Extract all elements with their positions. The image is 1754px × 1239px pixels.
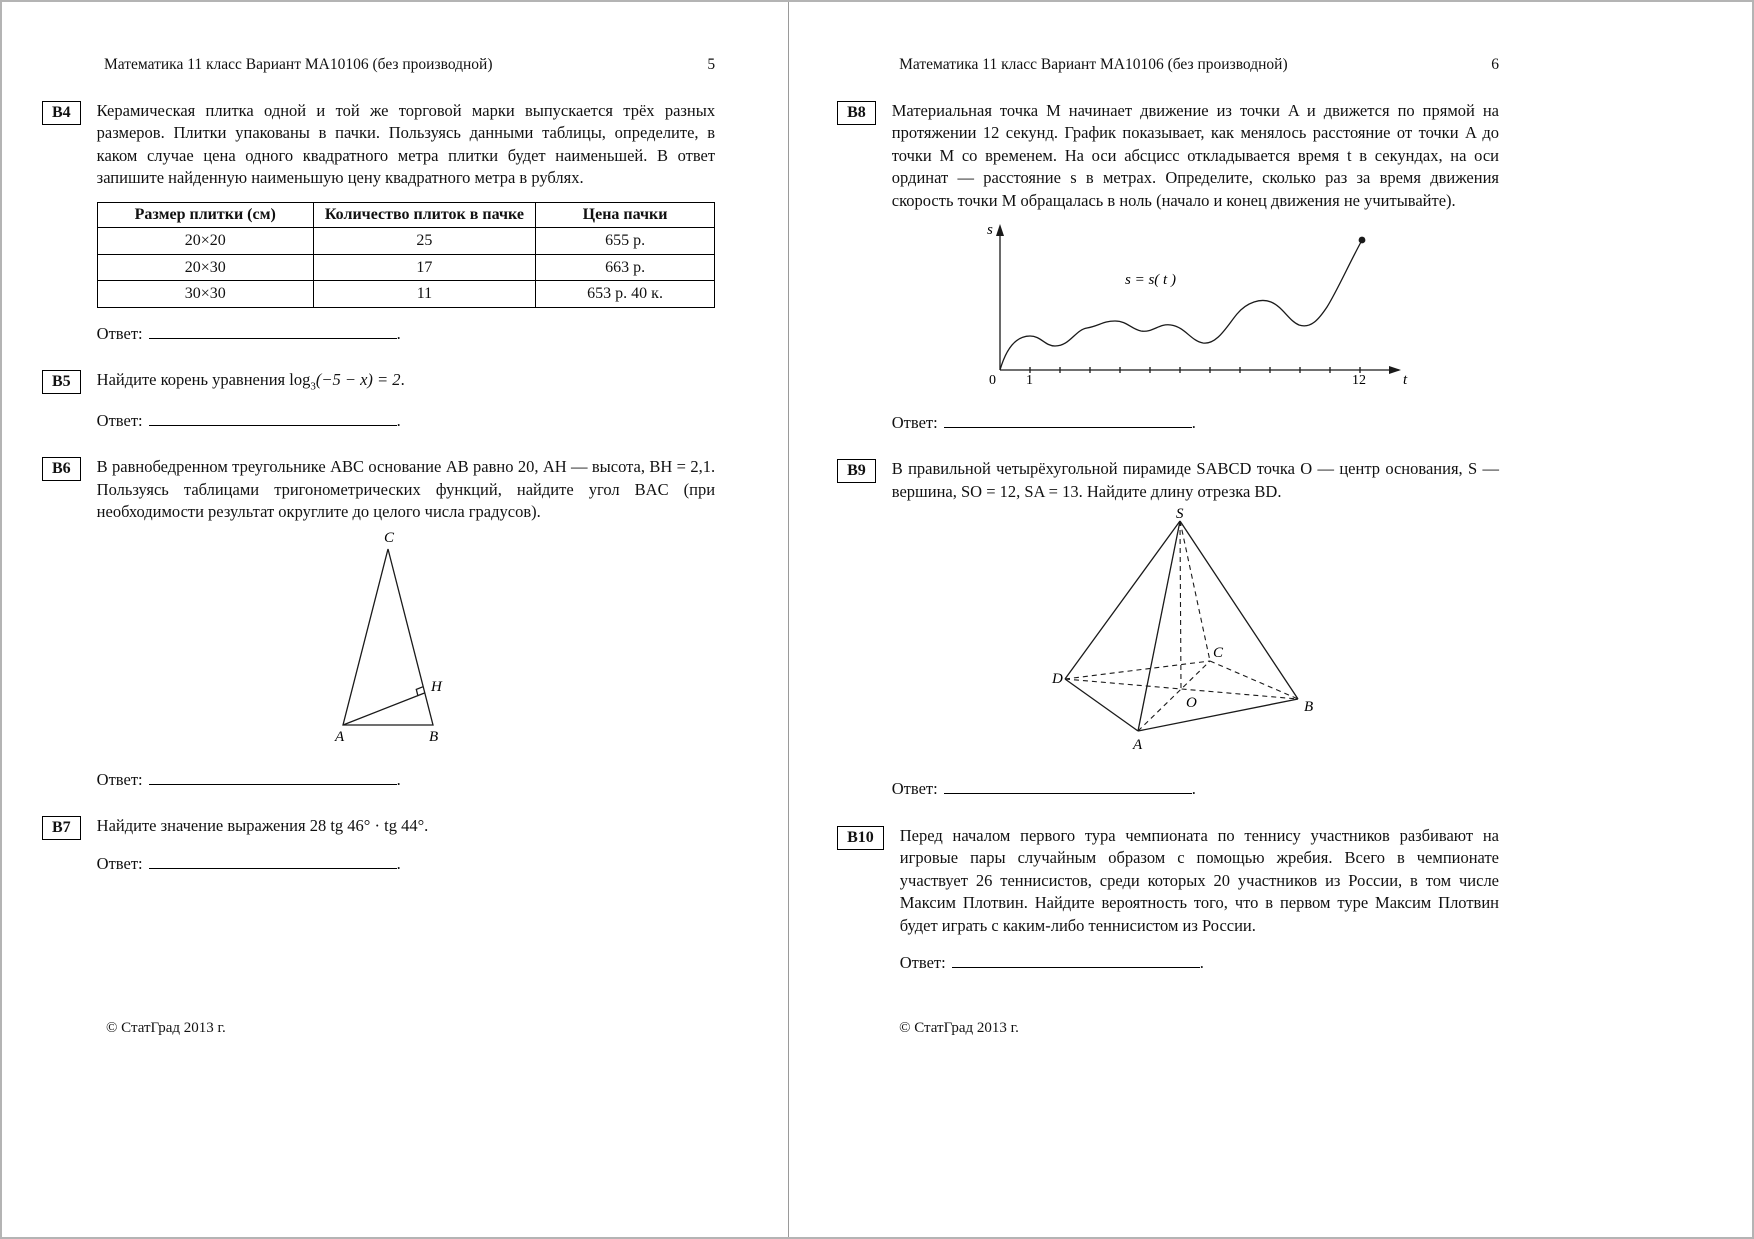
problem-label-b8: В8 (837, 101, 876, 125)
vertex-label-c: C (1213, 644, 1224, 661)
problem-label-b10: В10 (837, 826, 884, 850)
problem-text-b8: Материальная точка M начинает движение из точки A и движется по прямой на протяжении 12 секунд. График показывает, как менялось расстояние от точки A до точки M со временем. На оси абсцисс откладывается время t в секундах, на оси ординат — расстояние s в метрах. Определите, сколько раз за время движения скорость точки M обращалась в ноль (начало и конец движения не учитывайте). (891, 101, 1499, 210)
vertex-label-a: A (334, 729, 345, 746)
answer-label: Ответ: (891, 779, 938, 799)
page-left (2, 2, 788, 1237)
answer-label: Ответ: (899, 953, 946, 972)
answer-label: Ответ: (891, 412, 938, 432)
answer-line-b9: Ответ: . (891, 779, 1196, 799)
answer-blank (944, 412, 1192, 428)
page-number: 5 (707, 56, 716, 73)
cell-price: 655 р. (536, 227, 715, 254)
vertex-label-c: C (383, 530, 394, 547)
problem-label-b5: В5 (42, 370, 81, 394)
cell-count: 25 (313, 227, 535, 254)
center-label-o: O (1186, 694, 1198, 711)
problem-text-b7: Найдите значение выражения 28 tg 46° · tg 44°. (96, 816, 429, 836)
tick-label-12: 12 (1352, 373, 1367, 389)
triangle-figure (331, 529, 481, 747)
cell-size: 20×20 (97, 227, 313, 254)
vertex-label-b: B (1304, 698, 1314, 715)
vertex-label-d: D (1052, 670, 1064, 687)
b4-table (97, 202, 715, 308)
tick-label-1: 1 (1026, 373, 1034, 389)
table-row (97, 227, 714, 254)
answer-label: Ответ: (96, 324, 143, 343)
origin-label: 0 (989, 373, 997, 389)
table-header-size: Размер плитки (см) (97, 202, 313, 227)
axis-label-s: s (987, 222, 994, 239)
problem-b5 (42, 369, 715, 432)
vertex-label-s: S (1176, 505, 1184, 522)
table-header-price: Цена пачки (536, 202, 715, 227)
table-row (97, 281, 714, 308)
problem-b8 (837, 100, 1499, 434)
answer-blank (149, 769, 397, 785)
answer-blank (149, 323, 397, 339)
problem-label-b4: В4 (42, 101, 81, 125)
cell-count: 17 (313, 254, 535, 281)
answer-blank (149, 853, 397, 869)
answer-line-b10: Ответ: . (899, 953, 1204, 972)
math-expression: $\log_3(-5 - x) = 2$ (289, 370, 401, 393)
problem-b4 (42, 100, 715, 345)
answer-label: Ответ: (96, 410, 143, 430)
problem-text-b9: В правильной четырёхугольной пирамиде SABCD точка O — центр основания, S — вершина, SO = 12, SA = 13. Найдите длину отрезка BD. (891, 459, 1499, 501)
vertex-label-b: B (428, 729, 439, 746)
problem-text-b5: Найдите корень уравнения $\log_3(-5 - x) = 2$. (96, 370, 405, 393)
answer-blank (944, 779, 1192, 795)
pyramid-figure (1050, 505, 1340, 757)
page-header (104, 56, 715, 74)
cell-price: 663 р. (536, 254, 715, 281)
curve-label: s = s( t ) (1125, 272, 1177, 289)
table-row (97, 254, 714, 281)
answer-blank (149, 410, 397, 426)
cell-size: 20×30 (97, 254, 313, 281)
problem-b9 (837, 458, 1499, 801)
problem-b6 (42, 456, 715, 791)
cell-size: 30×30 (97, 281, 313, 308)
answer-line-b4: Ответ: . (96, 324, 401, 343)
answer-line-b6: Ответ: . (96, 769, 401, 789)
header-title: Математика 11 класс Вариант МА10106 (без производной) (899, 56, 1288, 73)
copyright-footer: © СтатГрад 2013 г. (106, 1020, 226, 1036)
page-number: 6 (1491, 56, 1499, 73)
motion-graph-figure (975, 218, 1415, 390)
problem-label-b9: В9 (837, 459, 876, 483)
cell-price: 653 р. 40 к. (536, 281, 715, 308)
answer-line-b7: Ответ: . (96, 853, 401, 873)
cell-count: 11 (313, 281, 535, 308)
answer-label: Ответ: (96, 769, 143, 789)
answer-label: Ответ: (96, 853, 143, 873)
problem-label-b7: В7 (42, 816, 81, 840)
vertex-label-a: A (1133, 736, 1143, 753)
problem-b10 (837, 825, 1499, 975)
header-title: Математика 11 класс Вариант МА10106 (без производной) (104, 56, 493, 73)
table-header-count: Количество плиток в пачке (313, 202, 535, 227)
answer-line-b5: Ответ: . (96, 410, 401, 430)
page-header (899, 56, 1499, 74)
problem-b7 (42, 815, 715, 875)
vertex-label-h: H (430, 679, 442, 696)
axis-label-t: t (1403, 372, 1408, 389)
problem-text-b10: Перед началом первого тура чемпионата по теннису участников разбивают на игровые пары случайным образом с помощью жребия. Всего в чемпионате участвует 26 теннисистов, среди которых 20 участников из России, в том числе Максим Плотвин. Найдите вероятность того, что в первом туре Максим Плотвин будет играть с каким-либо теннисистом из России. (899, 825, 1499, 935)
problem-text-b4: Керамическая плитка одной и той же торговой марки выпускается трёх разных размеров. Плитки упакованы в пачки. Пользуясь данными таблицы, определите, в каком случае цена одного квадратного метра плитки будет наименьшей. В ответ запишите найденную наименьшую цену квадратного метра в рублях. (96, 101, 716, 188)
answer-line-b8: Ответ: . (891, 412, 1196, 432)
problem-label-b6: В6 (42, 457, 81, 481)
answer-blank (952, 952, 1200, 968)
copyright-footer: © СтатГрад 2013 г. (899, 1020, 1019, 1036)
page-right (788, 2, 1752, 1237)
problem-text-b6: В равнобедренном треугольнике ABC основание AB равно 20, AH — высота, BH = 2,1. Пользуясь таблицами тригонометрических функций, найдите угол BAC (при необходимости результат округлите до целого числа градусов). (96, 457, 716, 521)
